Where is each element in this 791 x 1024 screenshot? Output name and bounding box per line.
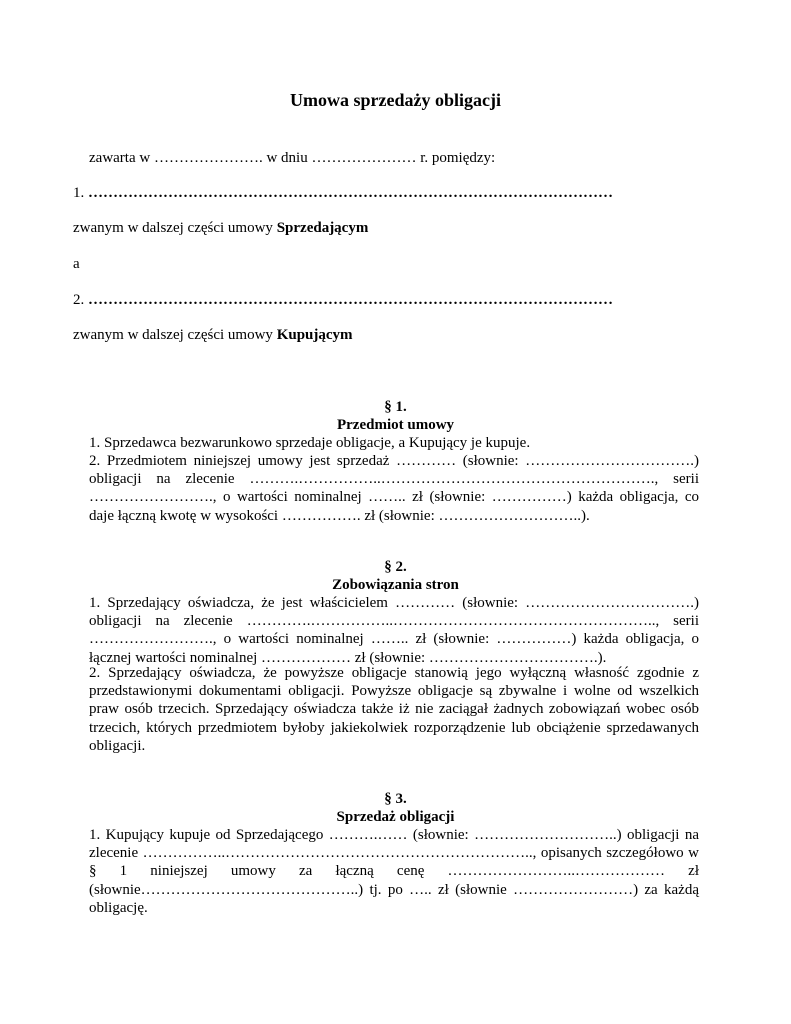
and-conjunction: a — [73, 256, 80, 272]
section-3-paragraph-1: 1. Kupujący kupuje od Sprzedającego ……….…… (słownie: ………………………..) obligacji na zlecenie ……………..…………………………………………………….., opisanych szczegółowo w § 1 niniejszej umowy za łączną cenę ……………………..……………… zł (słownie……………………………………..) tj. po ….. zł (słownie ……………………) za każdą obligację. — [89, 827, 699, 916]
section-1-header — [0, 398, 791, 434]
section-2-paragraph-2: 2. Sprzedający oświadcza, że powyższe obligacje stanowią jego wyłączną własność zgodnie z przedstawionymi dokumentami obligacji. Powyższe obligacje są zbywalne i wolne od wszelkich praw osób trzecich. Sprzedający oświadcza także iż nie zaciągał żadnych zobowiązań wobec osób trzecich, których przedmiotem byłoby jakiekolwiek rozporządzenie lub obciążenie sprzedawanych obligacji. — [89, 665, 699, 754]
section-3-heading: Sprzedaż obligacji — [336, 809, 455, 825]
party-1-role: Sprzedającym — [276, 220, 369, 236]
party-1-desc-prefix: zwanym w dalszej części umowy — [73, 220, 273, 236]
section-1-paragraph-1: 1. Sprzedawca bezwarunkowo sprzedaje obligacje, a Kupujący je kupuje. — [89, 435, 531, 451]
section-3-number: § 3. — [384, 791, 407, 807]
party-2-description — [73, 327, 353, 344]
party-1-number: 1. — [73, 185, 85, 201]
party-1-name-blank: …………………………………………………………………………………………… — [88, 185, 613, 201]
party-2-number: 2. — [73, 292, 85, 308]
section-3-header — [0, 790, 791, 826]
party-2-line — [73, 292, 613, 309]
party-2-role: Kupującym — [276, 327, 353, 343]
party-2-name-blank: …………………………………………………………………………………………… — [88, 292, 613, 308]
document-title: Umowa sprzedaży obligacji — [290, 90, 501, 110]
section-2-header — [0, 558, 791, 594]
contract-concluded-line: zawarta w …………………. w dniu ………………… r. pomiędzy: — [89, 150, 496, 166]
section-2-paragraph-1: 1. Sprzedający oświadcza, że jest właścicielem ………… (słownie: …………………………….) obligacji na zlecenie ………….……………..…………………………………………….., serii ……………………., o wartości nominalnej …….. zł (słownie: ……………) każda obligacja, o łącznej wartości nominalnej ……………… zł (słownie: …………………………….). — [89, 595, 699, 666]
party-1-description — [73, 220, 368, 237]
party-2-desc-prefix: zwanym w dalszej części umowy — [73, 327, 273, 343]
section-2-heading: Zobowiązania stron — [332, 577, 459, 593]
section-1-paragraph-2: 2. Przedmiotem niniejszej umowy jest sprzedaż ………… (słownie: …………………………….) obligacji na zlecenie ……….……………..………………………………………………., serii ……………………., o wartości nominalnej …….. zł (słownie: ……………) każda obligacja, co daje łączną kwotę w wysokości ……………. zł (słownie: ………………………..). — [89, 453, 699, 524]
section-1-number: § 1. — [384, 399, 407, 415]
section-2-number: § 2. — [384, 559, 407, 575]
section-1-heading: Przedmiot umowy — [336, 417, 455, 433]
party-1-line — [73, 185, 613, 202]
